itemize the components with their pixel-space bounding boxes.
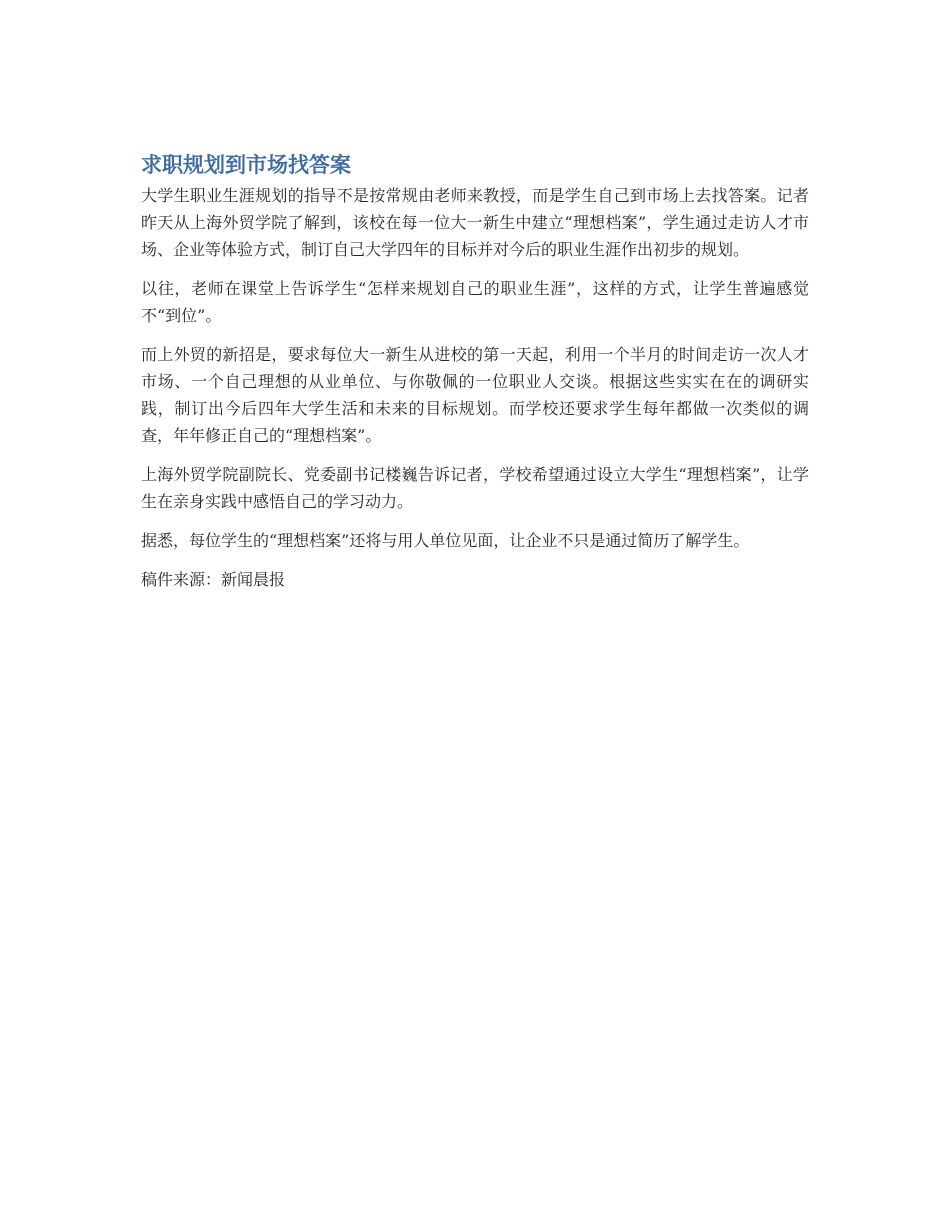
article-paragraph-5: 据悉，每位学生的“理想档案”还将与用人单位见面，让企业不只是通过简历了解学生。 [141,531,750,550]
document-page [141,150,809,605]
article-paragraph-1: 大学生职业生涯规划的指导不是按常规由老师来教授，而是学生自己到市场上去找答案。记者昨天从上海外贸学院了解到，该校在每一位大一新生中建立“理想档案”，学生通过走访人才市场、企业等体验方式，制订自己大学四年的目标并对今后的职业生涯作出初步的规划。 [141,186,809,259]
article-title: 求职规划到市场找答案 [141,153,351,177]
article-source: 稿件来源：新闻晨报 [141,570,286,589]
article-paragraph-2: 以往，老师在课堂上告诉学生“怎样来规划自己的职业生涯”，这样的方式，让学生普遍感觉不“到位”。 [141,279,809,325]
article-paragraph-4: 上海外贸学院副院长、党委副书记楼巍告诉记者，学校希望通过设立大学生“理想档案”，让学生在亲身实践中感悟自己的学习动力。 [141,465,809,511]
article-paragraph-3: 而上外贸的新招是，要求每位大一新生从进校的第一天起，利用一个半月的时间走访一次人才市场、一个自己理想的从业单位、与你敬佩的一位职业人交谈。根据这些实实在在的调研实践，制订出今后四年大学生活和未来的目标规划。而学校还要求学生每年都做一次类似的调查，年年修正自己的“理想档案”。 [141,345,809,445]
